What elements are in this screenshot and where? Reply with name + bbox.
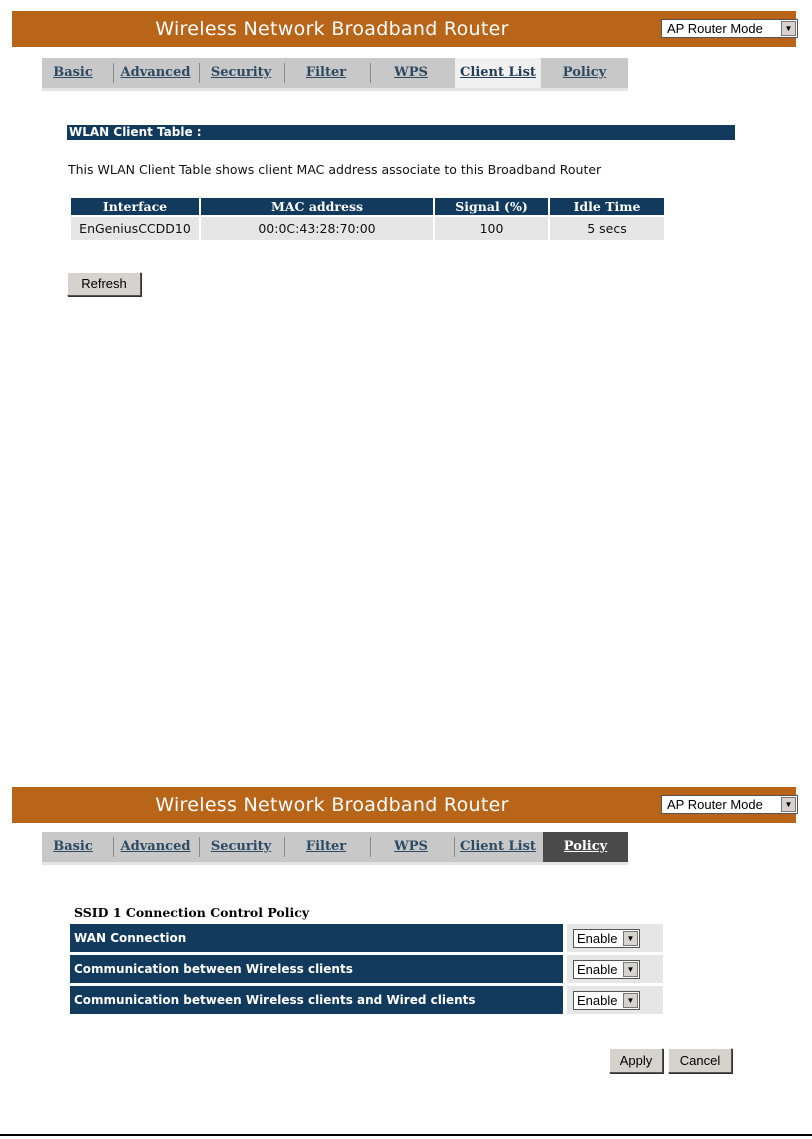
tab-advanced[interactable]: Advanced	[120, 65, 191, 80]
select-value: Enable	[577, 931, 618, 946]
mode-select-value: AP Router Mode	[667, 21, 763, 36]
chevron-down-icon[interactable]: ▼	[623, 962, 638, 977]
tab-advanced[interactable]: Advanced	[120, 839, 191, 854]
policy-label: Communication between Wireless clients and Wired clients	[70, 986, 563, 1014]
tab-wps[interactable]: WPS	[394, 65, 428, 80]
chevron-down-icon[interactable]: ▼	[781, 797, 796, 812]
cell-idle-time: 5 secs	[550, 217, 664, 240]
chevron-down-icon[interactable]: ▼	[623, 993, 638, 1008]
tab-basic[interactable]: Basic	[53, 65, 93, 80]
router-header	[12, 11, 796, 47]
column-header-interface: Interface	[71, 198, 199, 215]
tab-wps[interactable]: WPS	[394, 839, 428, 854]
tab-security[interactable]: Security	[210, 65, 272, 80]
client-table	[69, 196, 666, 242]
tab-filter[interactable]: Filter	[305, 65, 347, 80]
tab-security[interactable]: Security	[210, 839, 272, 854]
tab-client-list[interactable]: Client List	[460, 839, 536, 854]
router-title: Wireless Network Broadband Router	[155, 794, 509, 816]
tab-client-list[interactable]: Client List	[455, 58, 541, 88]
mode-select-value: AP Router Mode	[667, 797, 763, 812]
table-row	[71, 217, 664, 240]
client-table-description: This WLAN Client Table shows client MAC address associate to this Broadband Router	[68, 162, 602, 177]
column-header-idle-time: Idle Time	[550, 198, 664, 215]
tab-policy[interactable]: Policy	[562, 65, 607, 80]
section-title: WLAN Client Table :	[67, 125, 735, 140]
select-value: Enable	[577, 962, 618, 977]
tab-filter[interactable]: Filter	[305, 839, 347, 854]
chevron-down-icon[interactable]: ▼	[623, 931, 638, 946]
cancel-button[interactable]: Cancel	[668, 1048, 732, 1073]
column-header-mac: MAC address	[201, 198, 433, 215]
wan-connection-select[interactable]	[573, 929, 640, 948]
page-divider	[0, 1134, 812, 1136]
nav-tabs	[42, 832, 628, 862]
mode-select[interactable]	[661, 19, 798, 38]
tab-policy[interactable]: Policy	[543, 832, 628, 862]
wired-communication-select[interactable]	[573, 991, 640, 1010]
apply-button[interactable]: Apply	[609, 1048, 663, 1073]
cell-mac: 00:0C:43:28:70:00	[201, 217, 433, 240]
chevron-down-icon[interactable]: ▼	[781, 21, 796, 36]
cell-signal: 100	[435, 217, 548, 240]
policy-row-wireless	[70, 955, 663, 983]
column-header-signal: Signal (%)	[435, 198, 548, 215]
wireless-communication-select[interactable]	[573, 960, 640, 979]
nav-tabs	[42, 58, 628, 88]
policy-row-wired	[70, 986, 663, 1014]
refresh-button[interactable]: Refresh	[67, 272, 141, 296]
policy-label: WAN Connection	[70, 924, 563, 952]
router-header	[12, 787, 796, 823]
cell-interface: EnGeniusCCDD10	[71, 217, 199, 240]
policy-row-wan	[70, 924, 663, 952]
policy-label: Communication between Wireless clients	[70, 955, 563, 983]
mode-select[interactable]	[661, 795, 798, 814]
router-title: Wireless Network Broadband Router	[155, 18, 509, 40]
select-value: Enable	[577, 993, 618, 1008]
tab-basic[interactable]: Basic	[53, 839, 93, 854]
policy-title: SSID 1 Connection Control Policy	[74, 905, 310, 920]
